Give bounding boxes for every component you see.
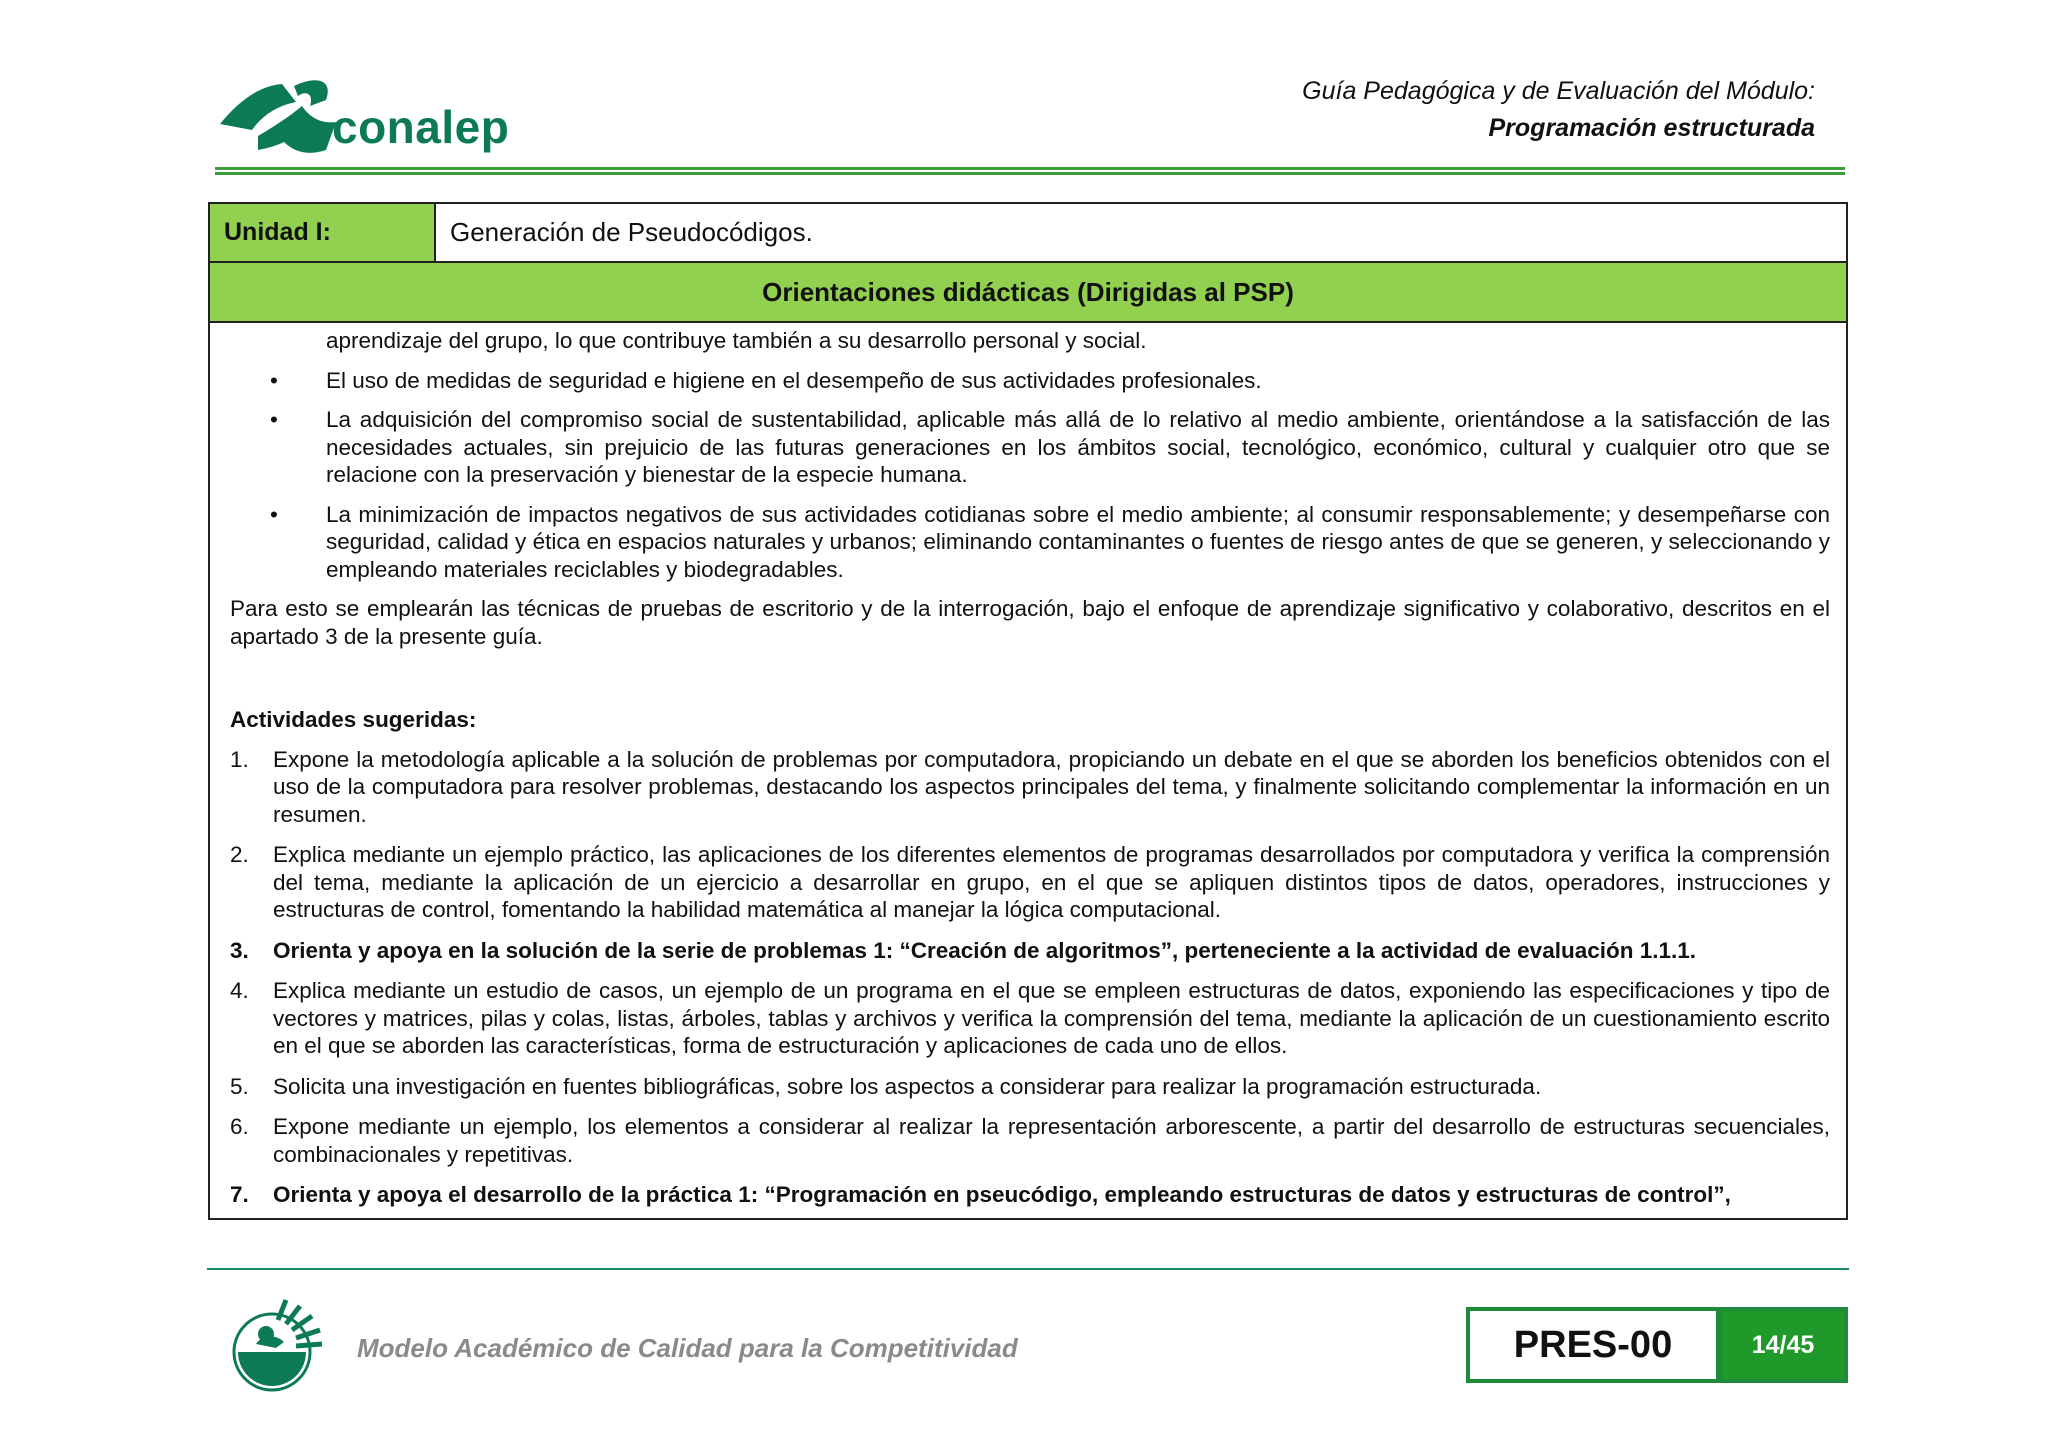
activity-item: [230, 746, 1830, 829]
activity-text: Expone la metodología aplicable a la solución de problemas por computadora, propiciando un debate en el que se aborden los beneficios obtenidos con el uso de la computadora para resolver problemas, destacando los aspectos principales del tema, y finalmente solicitando complementar la información en un resumen.: [273, 746, 1830, 827]
activity-text: Orienta y apoya el desarrollo de la práctica 1: “Programación en pseucódigo, empleando estructuras de datos y estructuras de control”,: [273, 1182, 1731, 1207]
document-code: PRES-00: [1466, 1307, 1720, 1383]
guide-title: Guía Pedagógica y de Evaluación del Módulo:: [1302, 77, 1815, 105]
module-name: Programación estructurada: [1488, 114, 1815, 142]
activity-number: 5.: [230, 1073, 249, 1099]
unit-row: [210, 204, 1846, 263]
activity-item: [230, 1181, 1830, 1209]
table-body: [230, 323, 1830, 1222]
activity-number: 4.: [230, 978, 249, 1003]
activity-item: [230, 1113, 1830, 1168]
footer-divider: [207, 1268, 1849, 1270]
continued-text: aprendizaje del grupo, lo que contribuye también a su desarrollo personal y social.: [326, 328, 1147, 353]
activity-text: Orienta y apoya en la solución de la serie de problemas 1: “Creación de algoritmos”, perteneciente a la actividad de evaluación 1.1.1.: [273, 937, 1697, 963]
conalep-wordmark: conalep: [332, 101, 510, 153]
header-divider: [215, 167, 1845, 175]
list-item: [230, 367, 1830, 395]
unit-label: Unidad I:: [210, 204, 436, 261]
bullet-text: El uso de medidas de seguridad e higiene en el desempeño de sus actividades profesionales.: [326, 367, 1262, 393]
bullet-marker: •: [270, 407, 278, 432]
list-item: [230, 501, 1830, 584]
bullet-text: La minimización de impactos negativos de sus actividades cotidianas sobre el medio ambiente; al consumir responsablemente; y desempeñarse con seguridad, calidad y ética en espacios naturales y urbanos; eliminando contaminantes o fuentes de riesgo antes de que se generen, y seleccionando y empleando materiales reciclables y biodegradables.: [326, 501, 1830, 582]
activity-text: Expone mediante un ejemplo, los elementos a considerar al realizar la representación arborescente, a partir del desarrollo de estructuras secuenciales, combinacionales y repetitivas.: [273, 1114, 1830, 1167]
page-number: 14/45: [1718, 1307, 1848, 1383]
activity-text: Solicita una investigación en fuentes bibliográficas, sobre los aspectos a considerar para realizar la programación estructurada.: [273, 1073, 1542, 1099]
techniques-paragraph: Para esto se emplearán las técnicas de pruebas de escritorio y de la interrogación, bajo el enfoque de aprendizaje significativo y colaborativo, descritos en el apartado 3 de la presente guía.: [230, 596, 1830, 649]
bullet-marker: •: [270, 501, 278, 527]
activity-item: [230, 1073, 1830, 1101]
activity-number: 2.: [230, 842, 249, 867]
guide-table: [208, 202, 1848, 1220]
bullet-marker: •: [270, 367, 278, 393]
activity-text: Explica mediante un ejemplo práctico, las aplicaciones de los diferentes elementos de programas desarrollados por computadora y verifica la comprensión del tema, mediante la aplicación de un ejercicio a desarrollar en grupo, en el que se apliquen distintos tipos de datos, operadores, instrucciones y estructuras de control, fomentando la habilidad matemática al manejar la lógica computacional.: [273, 842, 1830, 922]
bullet-text: La adquisición del compromiso social de sustentabilidad, aplicable más allá de lo relativo al medio ambiente, orientándose a la satisfacción de las necesidades actuales, sin prejuicio de las futuras generaciones en los ámbitos social, tecnológico, económico, cultural y cualquier otro que se relacione con la preservación y bienestar de la especie humana.: [326, 407, 1830, 487]
list-item: [230, 406, 1830, 489]
activity-number: 1.: [230, 746, 249, 772]
activities-heading: Actividades sugeridas:: [230, 707, 477, 732]
unit-value: Generación de Pseudocódigos.: [450, 217, 813, 247]
activity-item: [230, 977, 1830, 1060]
activity-item: [230, 937, 1830, 965]
activity-number: 3.: [230, 937, 249, 963]
quality-model-caption: Modelo Académico de Calidad para la Competitividad: [357, 1333, 1018, 1363]
quality-model-seal-icon: [226, 1290, 330, 1394]
section-heading: Orientaciones didácticas (Dirigidas al PSP): [210, 263, 1846, 323]
activity-text: Explica mediante un estudio de casos, un ejemplo de un programa en el que se empleen estructuras de datos, exponiendo las especificaciones y tipo de vectores y matrices, pilas y colas, listas, árboles, tablas y archivos y verifica la comprensión del tema, mediante la aplicación de un cuestionamiento escrito en el que se aborden las características, forma de estructuración y aplicaciones de cada uno de ellos.: [273, 978, 1830, 1058]
activity-item: [230, 841, 1830, 924]
activity-number: 6.: [230, 1114, 249, 1139]
activity-number: 7.: [230, 1182, 249, 1207]
